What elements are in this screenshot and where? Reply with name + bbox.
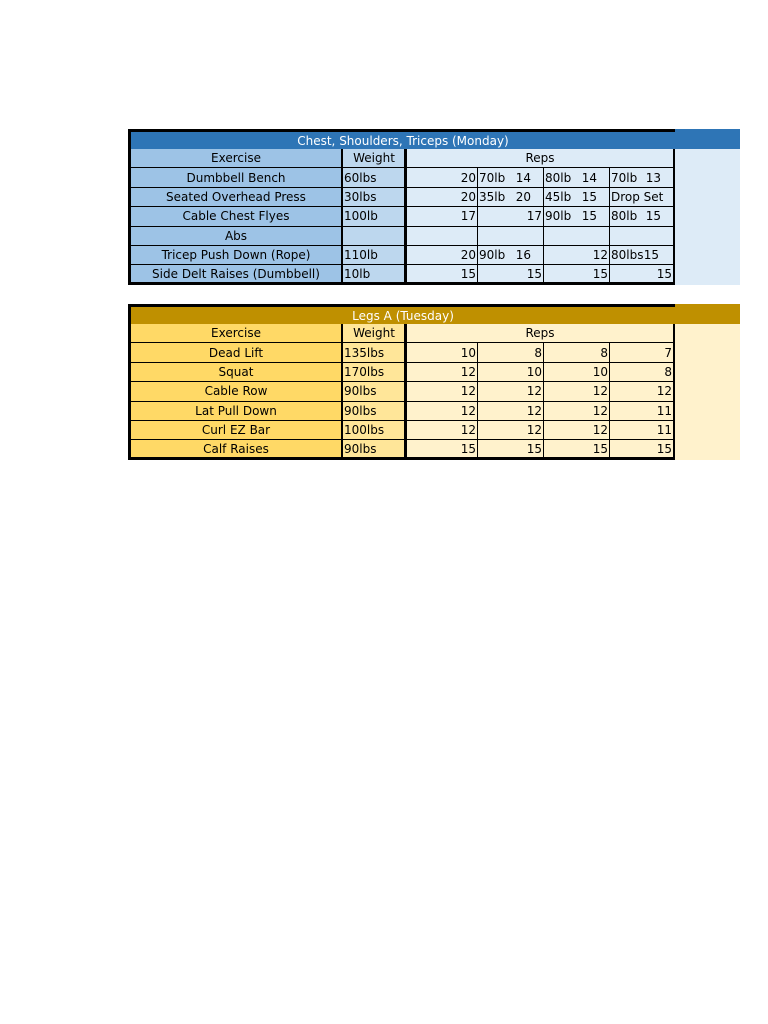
exercise-cell[interactable]: Calf Raises: [128, 440, 341, 459]
reps-set1-cell[interactable]: 15: [404, 265, 477, 284]
cell-fill[interactable]: [675, 421, 740, 440]
cell-fill[interactable]: [675, 402, 740, 421]
cell-fill[interactable]: [675, 129, 740, 149]
reps-set3-cell[interactable]: 12: [543, 421, 609, 440]
header-weight[interactable]: Weight: [341, 149, 404, 168]
header-exercise[interactable]: Exercise: [128, 324, 341, 343]
table-row: [128, 421, 740, 440]
set-weight: 35lb: [479, 189, 506, 204]
exercise-cell[interactable]: Side Delt Raises (Dumbbell): [128, 265, 341, 284]
cell-fill[interactable]: [675, 207, 740, 226]
cell-fill[interactable]: [675, 149, 740, 168]
cell-fill[interactable]: [675, 188, 740, 207]
weight-cell[interactable]: 60lbs: [341, 168, 404, 187]
table-row: [128, 246, 740, 265]
table-row: [128, 382, 740, 401]
exercise-cell[interactable]: Seated Overhead Press: [128, 188, 341, 207]
reps-set1-cell[interactable]: 10: [404, 343, 477, 362]
reps-set3-cell[interactable]: 12: [543, 402, 609, 421]
set-weight: 80lb: [545, 170, 572, 185]
exercise-cell[interactable]: Cable Row: [128, 382, 341, 401]
reps-set3-cell[interactable]: [543, 168, 609, 187]
header-weight[interactable]: Weight: [341, 324, 404, 343]
exercise-cell[interactable]: Dead Lift: [128, 343, 341, 362]
table-row: [128, 227, 740, 246]
reps-set1-cell[interactable]: 12: [404, 402, 477, 421]
reps-set4-cell[interactable]: [609, 265, 675, 284]
set-reps: 15: [643, 248, 659, 263]
reps-set4-cell[interactable]: 15: [609, 440, 675, 459]
table-title-row: [128, 304, 740, 324]
reps-set4-cell[interactable]: 8: [609, 363, 675, 382]
reps-set3-cell[interactable]: 10: [543, 363, 609, 382]
exercise-cell[interactable]: Abs: [128, 227, 341, 246]
set-weight: 45lb: [545, 189, 572, 204]
weight-cell[interactable]: 90lbs: [341, 402, 404, 421]
reps-set4-cell[interactable]: [609, 207, 675, 226]
tuesday-workout-table: [128, 304, 740, 460]
reps-set2-cell[interactable]: 12: [477, 402, 543, 421]
reps-set3-cell[interactable]: [543, 265, 609, 284]
table-row: [128, 265, 740, 284]
set-reps: 15: [526, 266, 542, 281]
exercise-cell[interactable]: Curl EZ Bar: [128, 421, 341, 440]
cell-fill[interactable]: [675, 382, 740, 401]
reps-set4-cell[interactable]: [609, 188, 675, 207]
reps-set2-cell[interactable]: [477, 207, 543, 226]
reps-set1-cell[interactable]: 20: [404, 246, 477, 265]
reps-set2-cell[interactable]: [477, 227, 543, 246]
table-row: [128, 363, 740, 382]
weight-cell[interactable]: 100lb: [341, 207, 404, 226]
cell-fill[interactable]: [675, 168, 740, 187]
cell-fill[interactable]: [675, 265, 740, 284]
reps-set1-cell[interactable]: 20: [404, 168, 477, 187]
exercise-cell[interactable]: Tricep Push Down (Rope): [128, 246, 341, 265]
set-weight: Drop Set: [611, 189, 664, 204]
set-reps: 17: [526, 209, 542, 224]
reps-set2-cell[interactable]: [477, 188, 543, 207]
set-reps: 20: [515, 189, 531, 204]
header-row: [128, 149, 740, 168]
reps-set4-cell[interactable]: 7: [609, 343, 675, 362]
cell-fill[interactable]: [675, 440, 740, 459]
exercise-cell[interactable]: Dumbbell Bench: [128, 168, 341, 187]
set-reps: 12: [592, 248, 608, 263]
reps-set1-cell[interactable]: 17: [404, 207, 477, 226]
exercise-cell[interactable]: Lat Pull Down: [128, 402, 341, 421]
reps-set3-cell[interactable]: [543, 188, 609, 207]
set-reps: 16: [515, 248, 531, 263]
reps-set1-cell[interactable]: 20: [404, 188, 477, 207]
reps-set4-cell[interactable]: [609, 246, 675, 265]
header-reps[interactable]: Reps: [404, 149, 675, 168]
reps-set1-cell[interactable]: 15: [404, 440, 477, 459]
weight-cell[interactable]: 90lbs: [341, 440, 404, 459]
reps-set4-cell[interactable]: 11: [609, 421, 675, 440]
weight-cell[interactable]: 170lbs: [341, 363, 404, 382]
table-title[interactable]: Legs A (Tuesday): [128, 304, 675, 324]
cell-fill[interactable]: [675, 343, 740, 362]
set-weight: 70lb: [479, 170, 506, 185]
set-reps: 15: [581, 209, 597, 224]
weight-cell[interactable]: 135lbs: [341, 343, 404, 362]
reps-set4-cell[interactable]: 12: [609, 382, 675, 401]
weight-cell[interactable]: 30lbs: [341, 188, 404, 207]
set-reps: 14: [581, 170, 597, 185]
reps-set3-cell[interactable]: 15: [543, 440, 609, 459]
cell-fill[interactable]: [675, 363, 740, 382]
header-row: [128, 324, 740, 343]
reps-set2-cell[interactable]: 8: [477, 343, 543, 362]
table-row: [128, 207, 740, 226]
reps-set4-cell[interactable]: [609, 168, 675, 187]
set-reps: 15: [592, 266, 608, 281]
reps-set2-cell[interactable]: 10: [477, 363, 543, 382]
set-weight: 90lb: [479, 248, 506, 263]
cell-fill[interactable]: [675, 324, 740, 343]
reps-set2-cell[interactable]: [477, 168, 543, 187]
reps-set2-cell[interactable]: 12: [477, 382, 543, 401]
table-row: [128, 402, 740, 421]
set-reps: 15: [645, 209, 661, 224]
reps-set4-cell[interactable]: [609, 227, 675, 246]
set-reps: 14: [515, 170, 531, 185]
weight-cell[interactable]: 90lbs: [341, 382, 404, 401]
exercise-cell[interactable]: Squat: [128, 363, 341, 382]
set-weight: 80lbs: [611, 248, 644, 263]
reps-set2-cell[interactable]: [477, 265, 543, 284]
set-weight: 70lb: [611, 170, 638, 185]
reps-set2-cell[interactable]: 15: [477, 440, 543, 459]
table-title[interactable]: Chest, Shoulders, Triceps (Monday): [128, 129, 675, 149]
reps-set4-cell[interactable]: 11: [609, 402, 675, 421]
header-exercise[interactable]: Exercise: [128, 149, 341, 168]
table-row: [128, 343, 740, 362]
reps-set3-cell[interactable]: 8: [543, 343, 609, 362]
table-row: [128, 440, 740, 459]
set-reps: 15: [581, 189, 597, 204]
reps-set1-cell[interactable]: 12: [404, 421, 477, 440]
weight-cell[interactable]: 110lb: [341, 246, 404, 265]
header-reps[interactable]: Reps: [404, 324, 675, 343]
set-reps: 13: [645, 170, 661, 185]
reps-set3-cell[interactable]: [543, 227, 609, 246]
cell-fill[interactable]: [675, 304, 740, 324]
reps-set2-cell[interactable]: [477, 246, 543, 265]
weight-cell[interactable]: 10lb: [341, 265, 404, 284]
table-row: [128, 168, 740, 187]
set-reps: 15: [656, 266, 672, 281]
exercise-cell[interactable]: Cable Chest Flyes: [128, 207, 341, 226]
weight-cell[interactable]: [341, 227, 404, 246]
set-weight: 80lb: [611, 209, 638, 224]
reps-set1-cell[interactable]: 12: [404, 382, 477, 401]
reps-set1-cell[interactable]: [404, 227, 477, 246]
reps-set1-cell[interactable]: 12: [404, 363, 477, 382]
reps-set3-cell[interactable]: [543, 246, 609, 265]
reps-set3-cell[interactable]: 12: [543, 382, 609, 401]
cell-fill[interactable]: [675, 246, 740, 265]
weight-cell[interactable]: 100lbs: [341, 421, 404, 440]
reps-set3-cell[interactable]: [543, 207, 609, 226]
table-row: [128, 188, 740, 207]
set-weight: 90lb: [545, 209, 572, 224]
reps-set2-cell[interactable]: 12: [477, 421, 543, 440]
monday-workout-table: [128, 129, 740, 285]
cell-fill[interactable]: [675, 227, 740, 246]
table-title-row: [128, 129, 740, 149]
